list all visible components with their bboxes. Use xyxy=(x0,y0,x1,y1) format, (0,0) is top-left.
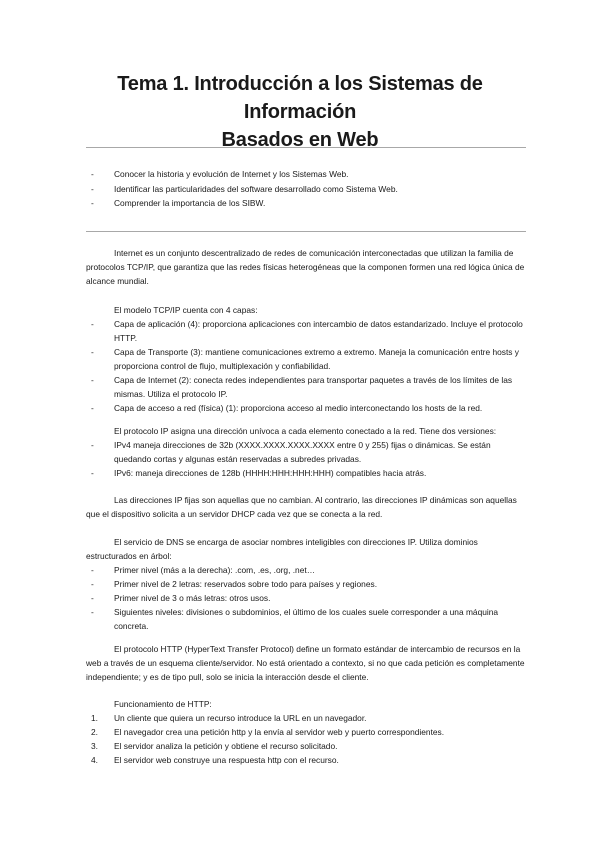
divider-bottom xyxy=(86,231,526,232)
list-item xyxy=(86,605,526,633)
layer-text: Capa de acceso a red (física) (1): proporciona acceso al medio interconectando los hosts de la red. xyxy=(114,403,483,413)
internet-intro-section xyxy=(86,246,526,288)
dash-marker: - xyxy=(91,468,94,478)
dns-level-text: Primer nivel de 3 o más letras: otros usos. xyxy=(114,593,271,603)
tcpip-section xyxy=(86,303,526,415)
step-text: El servidor analiza la petición y obtiene el recurso solicitado. xyxy=(114,741,338,751)
dash-marker: - xyxy=(91,169,94,179)
list-item xyxy=(86,345,526,373)
step-text: El servidor web construye una respuesta http con el recurso. xyxy=(114,755,339,765)
dash-marker: - xyxy=(91,607,94,617)
list-item xyxy=(86,563,526,577)
list-item xyxy=(86,577,526,591)
http-function-title: Funcionamiento de HTTP: xyxy=(114,699,212,709)
list-item xyxy=(86,438,526,466)
objective-text: Conocer la historia y evolución de Internet y los Sistemas Web. xyxy=(114,169,349,179)
ip-version-text: IPv6: maneja direcciones de 128b (HHHH:HHH:HHH:HHH) compatibles hacia atrás. xyxy=(114,468,427,478)
step-number: 1. xyxy=(91,713,98,723)
dash-marker: - xyxy=(91,183,94,194)
list-item xyxy=(86,167,526,182)
divider-top xyxy=(86,147,526,148)
list-item xyxy=(86,317,526,345)
list-item xyxy=(86,182,526,197)
layer-text: Capa de Transporte (3): mantiene comunicaciones extremo a extremo. Maneja la comunicación entre hosts y proporciona control de flujo, multiplexación y confiabilidad. xyxy=(114,347,519,371)
dash-marker: - xyxy=(91,440,94,450)
layer-text: Capa de aplicación (4): proporciona aplicaciones con intercambio de datos estandarizado. Incluye el protocolo HTTP. xyxy=(114,319,523,343)
list-item xyxy=(86,373,526,401)
list-item xyxy=(86,591,526,605)
dash-marker: - xyxy=(91,375,94,385)
step-text: El navegador crea una petición http y la envía al servidor web y puerto correspondientes. xyxy=(114,727,445,737)
ip-intro-paragraph: El protocolo IP asigna una dirección unívoca a cada elemento conectado a la red. Tiene dos versiones: xyxy=(114,426,497,436)
step-number: 4. xyxy=(91,755,98,765)
dns-level-text: Siguientes niveles: divisiones o subdominios, el último de los cuales suele corresponder a una máquina concreta. xyxy=(114,607,499,631)
objectives-list xyxy=(86,167,526,211)
title-line-1: Tema 1. Introducción a los Sistemas de Información xyxy=(117,73,483,123)
list-item xyxy=(86,401,526,415)
list-item xyxy=(86,739,526,753)
list-item xyxy=(86,725,526,739)
list-item xyxy=(86,711,526,725)
step-text: Un cliente que quiera un recurso introduce la URL en un navegador. xyxy=(114,713,367,723)
dns-intro-paragraph: El servicio de DNS se encarga de asociar nombres inteligibles con direcciones IP. Utiliza dominios estructurados en árbol: xyxy=(86,537,478,561)
layer-text: Capa de Internet (2): conecta redes independientes para transportar paquetes a través de los límites de las mismas. Utiliza el protocolo IP. xyxy=(114,375,513,399)
ip-version-text: IPv4 maneja direcciones de 32b (XXXX.XXXX.XXXX.XXXX entre 0 y 255) fijas o dinámicas. Se están quedando cortas y algunas están reservadas a subredes privadas. xyxy=(114,440,491,464)
dash-marker: - xyxy=(91,403,94,413)
list-item xyxy=(86,753,526,767)
step-number: 3. xyxy=(91,741,98,751)
dash-marker: - xyxy=(91,319,94,329)
ip-section xyxy=(86,424,526,480)
dash-marker: - xyxy=(91,347,94,357)
list-item xyxy=(86,196,526,211)
title-line-2: Basados en Web xyxy=(221,129,379,151)
internet-intro-paragraph: Internet es un conjunto descentralizado de redes de comunicación interconectadas que utilizan la familia de protocolos TCP/IP, que garantiza que las redes físicas heterogéneas que la componen formen una red lógica única de alcance mundial. xyxy=(86,248,525,286)
dash-marker: - xyxy=(91,198,94,208)
step-number: 2. xyxy=(91,727,98,737)
dash-marker: - xyxy=(91,593,94,603)
objective-text: Comprender la importancia de los SIBW. xyxy=(114,198,266,208)
dns-section xyxy=(86,535,526,633)
objective-text: Identificar las particularidades del software desarrollado como Sistema Web. xyxy=(114,183,398,194)
page-title xyxy=(60,70,540,154)
list-item xyxy=(86,466,526,480)
dns-level-text: Primer nivel de 2 letras: reservados sobre todo para países y regiones. xyxy=(114,579,378,589)
http-intro-paragraph: El protocolo HTTP (HyperText Transfer Protocol) define un formato estándar de intercambio de recursos en la web a través de un esquema cliente/servidor. No está orientado a contexto, si no que cada petición es completamente independiente; y es de tipo pull, solo se inicia la interacción desde el cliente. xyxy=(86,644,525,682)
ip-types-paragraph: Las direcciones IP fijas son aquellas que no cambian. Al contrario, las direcciones IP dinámicas son aquellas que el dispositivo solicita a un servidor DHCP cada vez que se conecta a la red. xyxy=(86,495,517,519)
http-section xyxy=(86,642,526,684)
dns-level-text: Primer nivel (más a la derecha): .com, .es, .org, .net… xyxy=(114,565,316,575)
tcpip-intro-paragraph: El modelo TCP/IP cuenta con 4 capas: xyxy=(114,305,258,315)
ip-types-section xyxy=(86,493,526,521)
dash-marker: - xyxy=(91,579,94,589)
dash-marker: - xyxy=(91,565,94,575)
http-function-section xyxy=(86,697,526,767)
